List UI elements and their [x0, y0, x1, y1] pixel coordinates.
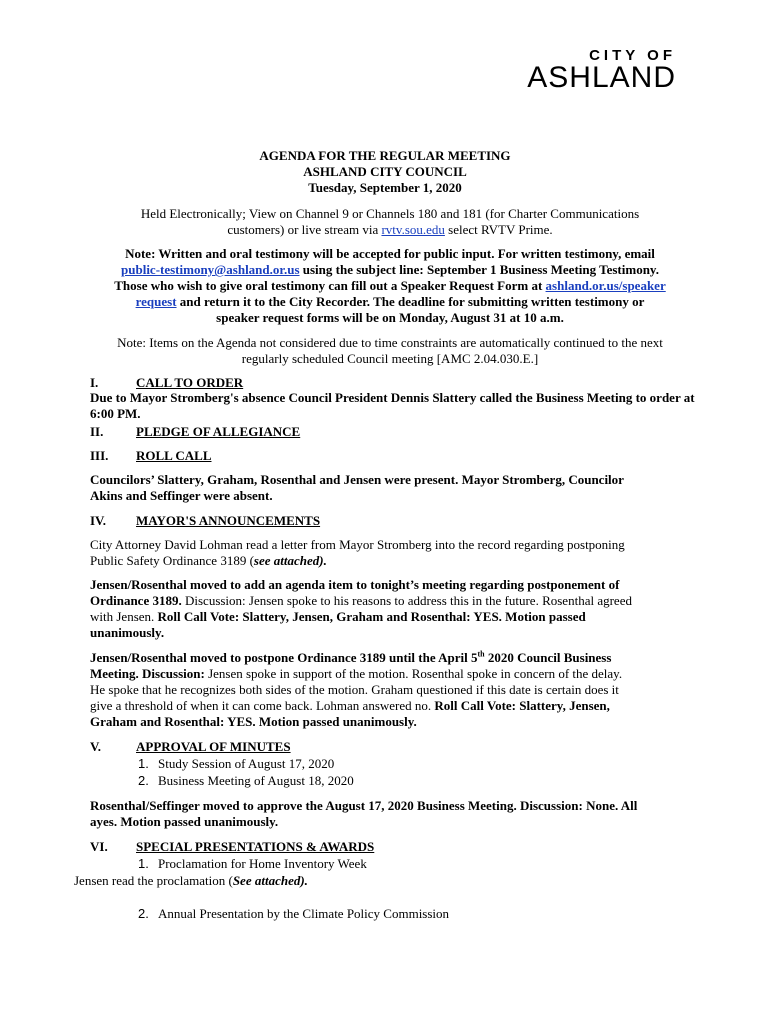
agenda-header — [90, 148, 680, 196]
section-title: PLEDGE OF ALLEGIANCE — [136, 424, 301, 439]
minutes-motion-line-2: ayes. Motion passed unanimously. — [90, 814, 279, 829]
minutes-motion-line-1: Rosenthal/Seffinger moved to approve the August 17, 2020 Business Meeting. Discussion: None. All — [90, 798, 638, 813]
section-roll-call — [90, 448, 690, 464]
mayor-p3-line-3: He spoke that he recognizes both sides of the motion. Graham questioned if this date is certain does it — [90, 682, 619, 697]
speaker-request-link-cont[interactable]: request — [135, 294, 177, 309]
section-title: CALL TO ORDER — [136, 375, 244, 390]
section-call-to-order — [90, 375, 690, 391]
council-name: ASHLAND CITY COUNCIL — [303, 164, 467, 179]
section-approval-of-minutes — [90, 739, 690, 755]
section-number: I. — [90, 375, 99, 390]
mayor-p2-line-3: with Jensen. Roll Call Vote: Slattery, Jensen, Graham and Rosenthal: YES. Motion passed — [90, 609, 586, 624]
agenda-continuation-note — [90, 335, 690, 367]
section-mayors-announcements — [90, 513, 690, 529]
mayor-paragraph-1 — [90, 537, 740, 569]
mayor-p1-line-2: Public Safety Ordinance 3189 (see attached). — [90, 553, 327, 568]
call-to-order-text — [90, 390, 740, 422]
roll-call-text — [90, 472, 740, 504]
section-number: III. — [90, 448, 109, 463]
minutes-motion — [90, 798, 740, 830]
mayor-paragraph-2 — [90, 577, 740, 641]
section-number: V. — [90, 739, 101, 754]
section-number: IV. — [90, 513, 107, 528]
section-title: APPROVAL OF MINUTES — [136, 739, 291, 754]
minutes-item-2: 2. Business Meeting of August 18, 2020 — [138, 773, 354, 788]
roll-line-2: Akins and Seffinger were absent. — [90, 488, 273, 503]
section-special-presentations — [90, 839, 690, 855]
testimony-line-1: Note: Written and oral testimony will be accepted for public input. For written testimony, email — [125, 246, 655, 261]
mayor-p1-line-1: City Attorney David Lohman read a letter from Mayor Stromberg into the record regarding postponing — [90, 537, 625, 552]
section-title: SPECIAL PRESENTATIONS & AWARDS — [136, 839, 375, 854]
continuation-line-2: regularly scheduled Council meeting [AMC 2.04.030.E.] — [241, 351, 539, 366]
section-pledge — [90, 424, 690, 440]
city-logo — [486, 48, 676, 98]
section-number: VI. — [90, 839, 108, 854]
testimony-line-3: Those who wish to give oral testimony can fill out a Speaker Request Form at ashland.or.us/speaker — [114, 278, 666, 293]
mayor-paragraph-3 — [90, 650, 740, 730]
mayor-p2-line-2: Ordinance 3189. Discussion: Jensen spoke to his reasons to address this in the future. Rosenthal agreed — [90, 593, 632, 608]
call-line-2: 6:00 PM. — [90, 406, 141, 421]
agenda-title: AGENDA FOR THE REGULAR MEETING — [259, 148, 511, 163]
mayor-p3-line-1: Jensen/Rosenthal moved to postpone Ordinance 3189 until the April 5th 2020 Council Business — [90, 649, 612, 665]
testimony-line-2: public-testimony@ashland.or.us using the subject line: September 1 Business Meeting Testimony. — [121, 262, 659, 277]
roll-line-1: Councilors’ Slattery, Graham, Rosenthal and Jensen were present. Mayor Stromberg, Councilor — [90, 472, 624, 487]
call-line-1: Due to Mayor Stromberg's absence Council President Dennis Slattery called the Business Meeting to order at — [90, 390, 695, 405]
mayor-p3-line-4: give a threshold of when it can come back. Lohman answered no. Roll Call Vote: Slattery, Jensen, — [90, 698, 610, 713]
proclamation-note: Jensen read the proclamation (See attached). — [74, 873, 308, 888]
testimony-line-5: speaker request forms will be on Monday, August 31 at 10 a.m. — [216, 310, 564, 325]
section-title: MAYOR'S ANNOUNCEMENTS — [136, 513, 321, 528]
mayor-p3-line-2: Meeting. Discussion: Jensen spoke in support of the motion. Rosenthal spoke in concern of the delay. — [90, 666, 623, 681]
mayor-p2-line-4: unanimously. — [90, 625, 165, 640]
section-title: ROLL CALL — [136, 448, 212, 463]
awards-item-1: 1. Proclamation for Home Inventory Week — [138, 856, 367, 871]
logo-line-2: ASHLAND — [527, 61, 676, 94]
logo-line-1: CITY OF — [589, 47, 676, 64]
held-line-2: customers) or live stream via rvtv.sou.edu select RVTV Prime. — [227, 222, 553, 237]
awards-item-2: 2. Annual Presentation by the Climate Policy Commission — [138, 906, 450, 921]
held-line-1: Held Electronically; View on Channel 9 or Channels 180 and 181 (for Charter Communications — [140, 206, 640, 221]
rvtv-link[interactable]: rvtv.sou.edu — [381, 222, 445, 237]
section-number: II. — [90, 424, 104, 439]
mayor-p2-line-1: Jensen/Rosenthal moved to add an agenda item to tonight’s meeting regarding postponement of — [90, 577, 620, 592]
minutes-item-1: 1. Study Session of August 17, 2020 — [138, 756, 335, 771]
continuation-line-1: Note: Items on the Agenda not considered due to time constraints are automatically continued to the next — [117, 335, 663, 350]
testimony-line-4: request and return it to the City Recorder. The deadline for submitting written testimony or — [135, 294, 645, 309]
mayor-p3-line-5: Graham and Rosenthal: YES. Motion passed unanimously. — [90, 714, 417, 729]
speaker-request-link[interactable]: ashland.or.us/speaker — [545, 278, 666, 293]
email-link[interactable]: public-testimony@ashland.or.us — [121, 262, 300, 277]
held-electronically-note — [90, 206, 690, 238]
meeting-date: Tuesday, September 1, 2020 — [308, 180, 462, 195]
testimony-note — [90, 246, 690, 326]
